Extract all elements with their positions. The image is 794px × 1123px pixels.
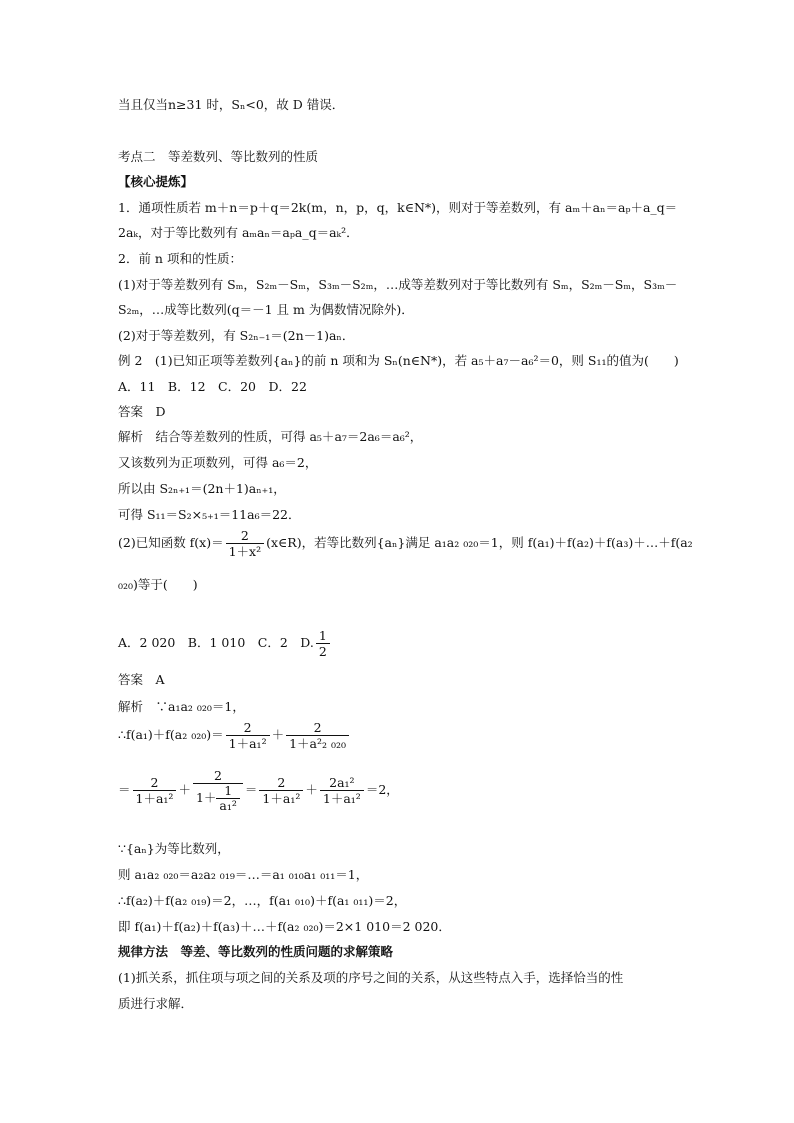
example-2-question-2 [118,528,693,559]
fraction-numerator: 2 [150,775,159,790]
options-line [118,628,332,659]
fraction [259,775,303,806]
text-line: ₀₂₀)等于( ) [118,577,198,592]
text-segment: A．2 020 B．1 010 C．2 D. [118,635,314,650]
operator: ＋ [271,727,285,742]
fraction [286,720,349,751]
text-line: 2aₖ，对于等比数列有 aₘaₙ＝aₚa_q＝aₖ²． [118,225,359,240]
core-summary-label: 【核心提炼】 [118,174,194,189]
fraction-numerator: 1 [224,783,233,798]
text-segment: ＝2， [365,782,399,797]
text-line: (1)抓关系，抓住项与项之间的关系及项的序号之间的关系，从这些特点入手，选择恰当的性 [118,970,624,985]
operator: ＝ [244,782,258,797]
fraction [133,775,177,806]
fraction-numerator: 2 [240,528,249,543]
fraction-denominator: a₁² [216,798,239,813]
options-line: A．11 B．12 C．20 D．22 [118,379,307,394]
fraction-denominator: 1＋x² [226,543,265,559]
text-segment: 1＋ [195,790,217,805]
fraction [226,528,265,559]
example-2-question-1: 例 2 (1)已知正项等差数列{aₙ}的前 n 项和为 Sₙ(n∈N*)，若 a₅＋a₇－a₆²＝0，则 S₁₁的值为( ) [118,353,679,368]
method-title: 规律方法 等差、等比数列的性质问题的求解策略 [118,944,394,959]
fraction-numerator: 2a₁² [329,775,355,790]
text-line: 当且仅当n≥31 时，Sₙ<0，故 D 错误． [118,97,345,112]
text-line: 质进行求解． [118,996,194,1011]
text-line: (2)对于等差数列，有 S₂ₙ₋₁＝(2n－1)aₙ． [118,328,355,343]
operator: ＝ [118,782,131,797]
fraction-numerator: 2 [277,775,286,790]
fraction-denominator: 1＋a²₂ ₀₂₀ [286,735,349,751]
fraction-numerator: 2 [313,720,322,735]
solution-line: 可得 S₁₁＝S₂×₅₊₁＝11a₆＝22． [118,507,301,522]
solution-line: 所以由 S₂ₙ₊₁＝(2n＋1)aₙ₊₁， [118,481,286,496]
text-line: (1)对于等差数列有 Sₘ，S₂ₘ－Sₘ，S₃ₘ－S₂ₘ，…成等差数列对于等比数列有 Sₘ，S₂ₘ－Sₘ，S₃ₘ－ [118,277,678,292]
text-line: 2．前 n 项和的性质： [118,251,242,266]
fraction-numerator: 2 [243,720,252,735]
solution-line: 即 f(a₁)＋f(a₂)＋f(a₃)＋…＋f(a₂ ₀₂₀)＝2×1 010＝2 020． [118,919,451,934]
solution-line: 则 a₁a₂ ₀₂₀＝a₂a₂ ₀₁₉＝…＝a₁ ₀₁₀a₁ ₀₁₁＝1， [118,867,369,882]
operator: ＋ [178,782,191,797]
fraction-numerator: 1 [318,628,327,643]
equation-line [118,720,351,751]
fraction [320,775,364,806]
text-segment: (x∈R)，若等比数列{aₙ}满足 a₁a₂ ₀₂₀＝1，则 f(a₁)＋f(a₂)＋f(a₃)＋…＋f(a₂ [266,535,693,550]
answer-line: 答案 D [118,404,166,419]
fraction-denominator: 1＋a₁² [259,790,303,806]
fraction-numerator: 2 [213,768,222,783]
operator: ＋ [305,782,318,797]
fraction [226,720,270,751]
solution-line: ∴f(a₂)＋f(a₂ ₀₁₉)＝2，…，f(a₁ ₀₁₀)＋f(a₁ ₀₁₁)＝2， [118,893,407,908]
answer-line: 答案 A [118,672,165,687]
fraction-denominator [193,783,243,813]
fraction-denominator: 1＋a₁² [133,790,177,806]
fraction-denominator: 1＋a₁² [320,790,364,806]
equation-line [118,768,399,813]
nested-fraction [216,784,239,813]
solution-line: ∵{aₙ}为等比数列， [118,841,230,856]
text-segment: ∴f(a₁)＋f(a₂ ₀₂₀)＝ [118,727,224,742]
solution-line: 解析 ∵a₁a₂ ₀₂₀＝1， [118,699,245,714]
fraction-denominator: 2 [316,643,330,659]
solution-line: 解析 结合等差数列的性质，可得 a₅＋a₇＝2a₆＝a₆²， [118,429,423,444]
fraction [193,768,243,813]
text-line: S₂ₘ，…成等比数列(q＝－1 且 m 为偶数情况除外)． [118,302,414,317]
fraction-denominator: 1＋a₁² [226,735,270,751]
solution-line: 又该数列为正项数列，可得 a₆＝2， [118,455,318,470]
text-segment: (2)已知函数 f(x)＝ [118,535,224,550]
section-title: 考点二 等差数列、等比数列的性质 [118,149,319,164]
fraction [316,628,330,659]
text-line: 1．通项性质若 m＋n＝p＋q＝2k(m，n，p，q，k∈N*)，则对于等差数列，有 aₘ＋aₙ＝aₚ＋a_q＝ [118,200,678,215]
